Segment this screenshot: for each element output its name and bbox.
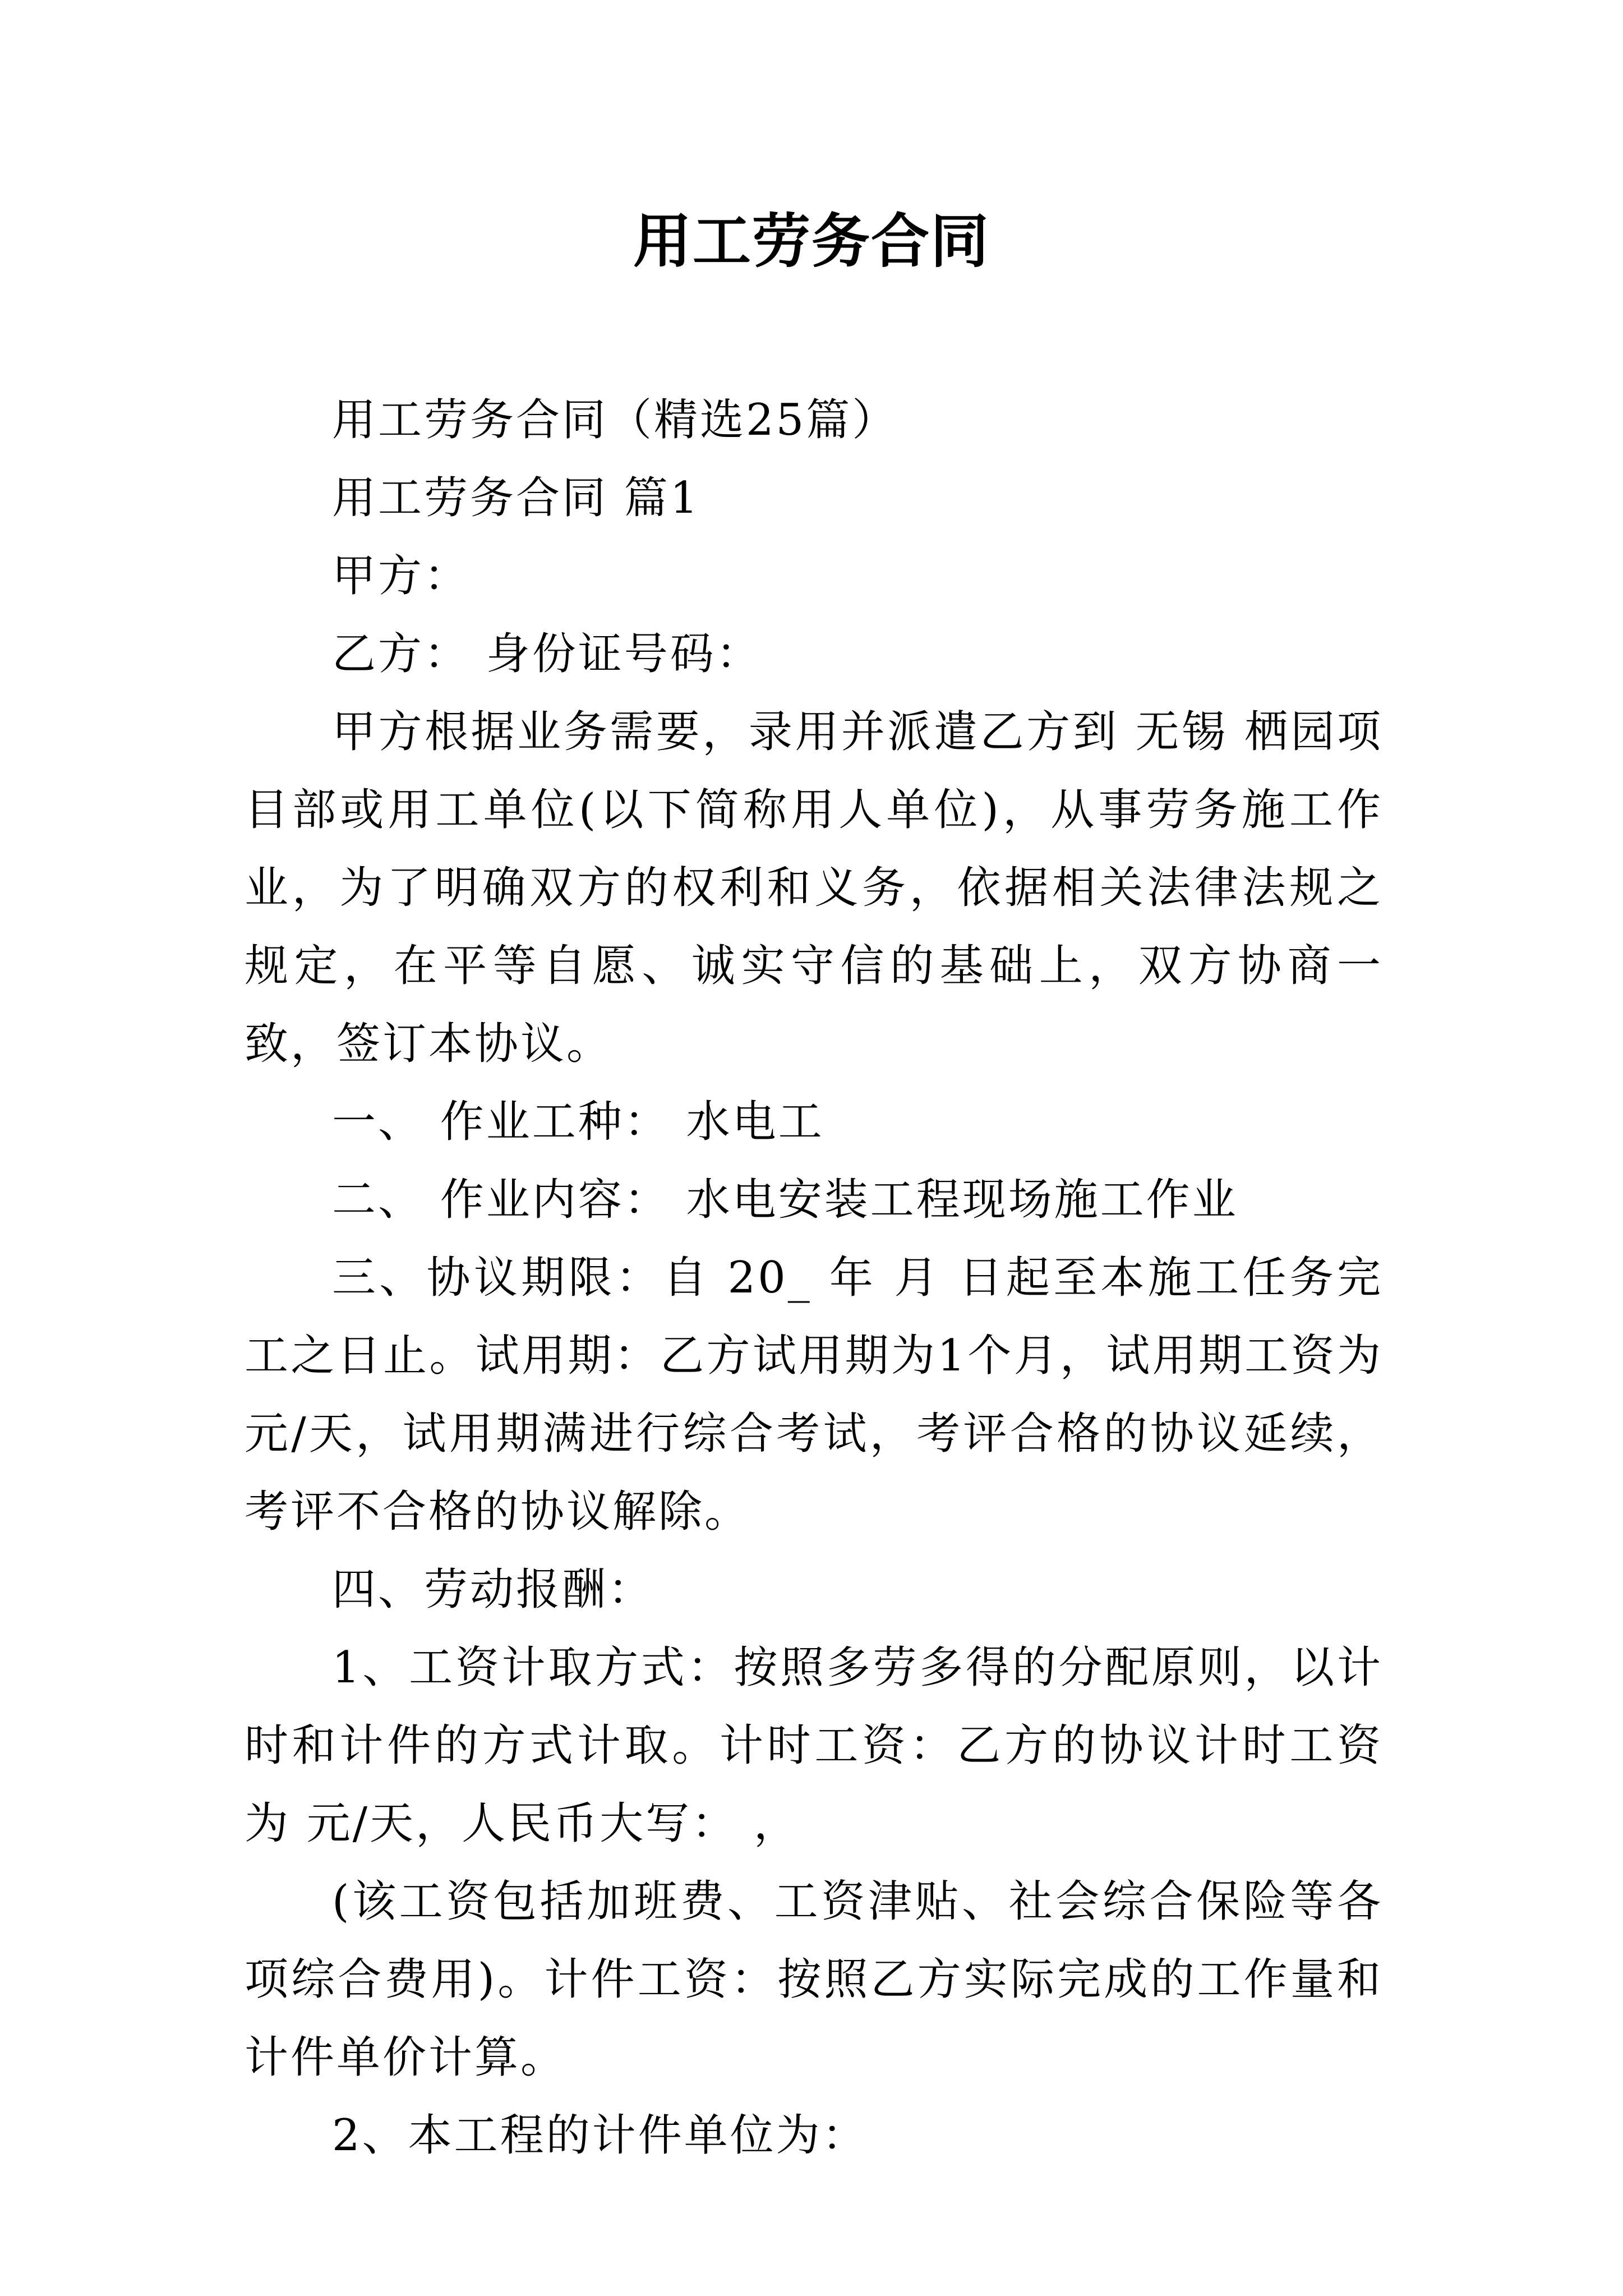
paragraph-work-content: 二、 作业内容： 水电安装工程现场施工作业 <box>332 1175 1238 1225</box>
paragraph-party-b: 乙方： 身份证号码： <box>332 629 762 679</box>
paragraph-wage-method: 1、工资计取方式：按照多劳多得的分配原则，以计时和计件的方式计取。计时工资：乙方的协议计时工资为 元/天，人民币大写： ， <box>245 1642 1383 1849</box>
document-body <box>245 381 1383 2175</box>
paragraph-agreement-term: 三、协议期限：自 20_ 年 月 日起至本施工任务完工之日止。试用期：乙方试用期为1个月，试用期工资为元/天，试用期满进行综合考试，考评合格的协议延续，考评不合格的协议解除。 <box>245 1253 1383 1537</box>
paragraph-subtitle: 用工劳务合同（精选25篇） <box>332 395 898 445</box>
paragraph-work-type: 一、 作业工种： 水电工 <box>332 1097 824 1147</box>
paragraph-section-heading: 用工劳务合同 篇1 <box>332 473 700 523</box>
paragraph-preamble: 甲方根据业务需要，录用并派遣乙方到 无锡 栖园项目部或用工单位(以下简称用人单位)，从事劳务施工作业，为了明确双方的权利和义务，依据相关法律法规之规定，在平等自愿、诚实守信的基础上，双方协商一致，签订本协议。 <box>245 707 1383 1069</box>
document-title: 用工劳务合同 <box>633 206 990 275</box>
paragraph-piece-unit: 2、本工程的计件单位为： <box>332 2110 868 2161</box>
paragraph-party-a: 甲方： <box>332 551 471 601</box>
paragraph-remuneration-heading: 四、劳动报酬： <box>332 1565 654 1615</box>
paragraph-wage-note: (该工资包括加班费、工资津贴、社会综合保险等各项综合费用)。计件工资：按照乙方实际完成的工作量和计件单价计算。 <box>245 1876 1383 2083</box>
